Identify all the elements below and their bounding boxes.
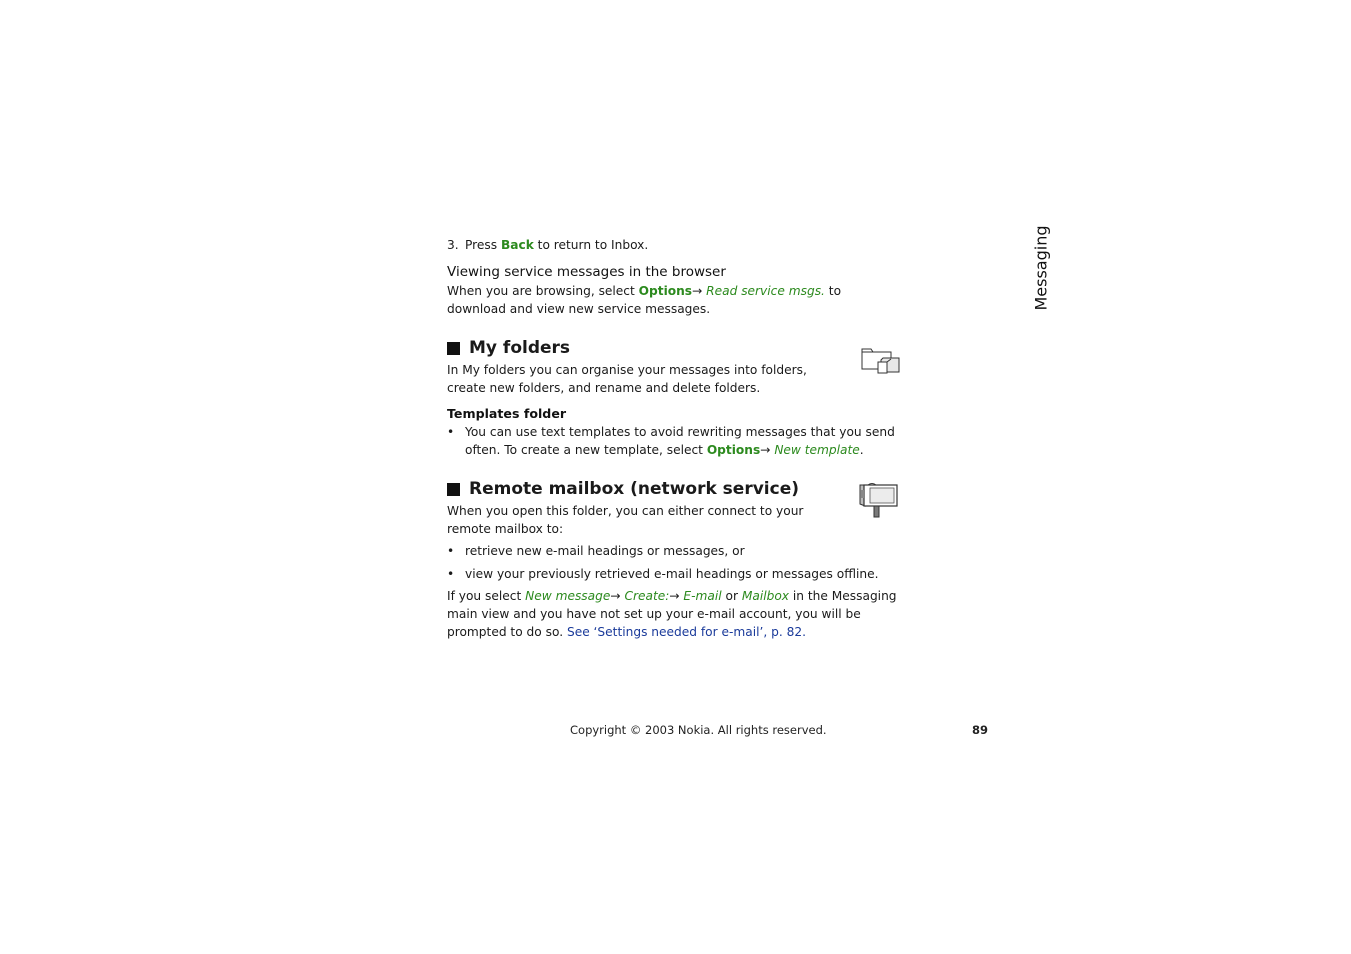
templates-bullet: • You can use text templates to avoid rewriting messages that you send often. To create a new template, select Options→ New template.	[447, 425, 895, 457]
service-messages-text: When you are browsing, select Options→ Read service msgs. to download and view new service messages.	[447, 284, 842, 316]
service-messages-heading: Viewing service messages in the browser	[447, 264, 726, 280]
remote-mailbox-text: If you select New message→ Create:→ E-mail or Mailbox in the Messaging main view and you have not set up your e-mail account, you will be prompted to do so. See ‘Settings needed for e-mail’, p. 82.	[447, 589, 897, 639]
back-key: Back	[500, 238, 534, 252]
new-message-item: New message	[525, 589, 611, 603]
create-item: Create:	[624, 589, 670, 603]
copyright-footer: Copyright © 2003 Nokia. All rights reserved.	[570, 723, 827, 737]
page-content	[447, 236, 903, 641]
templates-folder-heading: Templates folder	[447, 406, 567, 421]
mailbox-bullet-1: • retrieve new e-mail headings or messages, or	[447, 544, 745, 558]
my-folders-text: In My folders you can organise your messages into folders, create new folders, and rename and delete folders.	[447, 363, 807, 395]
mailbox-bullet-2: • view your previously retrieved e-mail headings or messages offline.	[447, 567, 879, 581]
remote-mailbox-section	[447, 478, 903, 641]
bullet-dot: •	[447, 544, 455, 558]
remote-mailbox-title: Remote mailbox (network service)	[447, 478, 903, 500]
email-item: E-mail	[683, 589, 722, 603]
chapter-tab-label: Messaging	[1031, 225, 1051, 311]
my-folders-section	[447, 337, 903, 459]
bullet-dot: •	[447, 425, 455, 439]
bullet-dot: •	[447, 567, 455, 581]
mailbox-icon	[857, 482, 899, 518]
read-service-msgs-item: Read service msgs.	[706, 284, 825, 298]
step-3: 3. Press Back to return to Inbox.	[447, 238, 649, 252]
chapter-tab	[1030, 226, 1052, 310]
section-square-icon	[447, 483, 460, 496]
new-template-item: New template	[774, 443, 860, 457]
settings-email-link[interactable]: See ‘Settings needed for e-mail’, p. 82.	[566, 625, 806, 639]
mailbox-item: Mailbox	[741, 589, 790, 603]
folders-icon	[861, 345, 901, 375]
page-number: 89	[972, 723, 989, 737]
section-square-icon	[447, 342, 460, 355]
remote-mailbox-intro: When you open this folder, you can either connect to your remote mailbox to:	[447, 504, 804, 536]
options-key: Options	[638, 284, 693, 298]
options-key: Options	[706, 443, 761, 457]
my-folders-title: My folders	[447, 337, 903, 359]
step-number: 3.	[447, 238, 459, 252]
